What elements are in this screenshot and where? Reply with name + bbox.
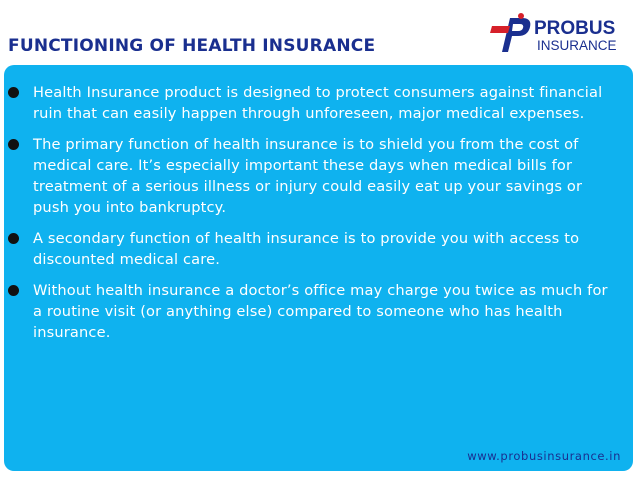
bullet-dot-icon — [8, 139, 19, 150]
slide-title: FUNCTIONING OF HEALTH INSURANCE — [8, 36, 376, 56]
footer-url: www.probusinsurance.in — [467, 449, 621, 463]
bullet-dot-icon — [8, 87, 19, 98]
logo-subtitle: INSURANCE — [537, 38, 617, 53]
bullet-text: Health Insurance product is designed to protect consumers against financial ruin that can easily happen through unforeseen, major medical expenses. — [33, 84, 603, 122]
bullet-list — [8, 82, 618, 353]
bullet-item — [8, 280, 618, 343]
probus-logo — [488, 12, 630, 56]
bullet-item — [8, 134, 618, 218]
probus-p-icon — [488, 12, 630, 56]
logo-name: PROBUS — [534, 18, 616, 39]
bullet-dot-icon — [8, 285, 19, 296]
bullet-item — [8, 228, 618, 270]
bullet-text: The primary function of health insurance is to shield you from the cost of medical care. It’s especially important these days when medical bills for treatment of a serious illness or injury could easily eat up your savings or push you into bankruptcy. — [33, 136, 583, 216]
bullet-item — [8, 82, 618, 124]
bullet-dot-icon — [8, 233, 19, 244]
bullet-text: Without health insurance a doctor’s office may charge you twice as much for a routine visit (or anything else) compared to someone who has health insurance. — [33, 282, 608, 341]
bullet-text: A secondary function of health insurance is to provide you with access to discounted medical care. — [33, 230, 580, 268]
